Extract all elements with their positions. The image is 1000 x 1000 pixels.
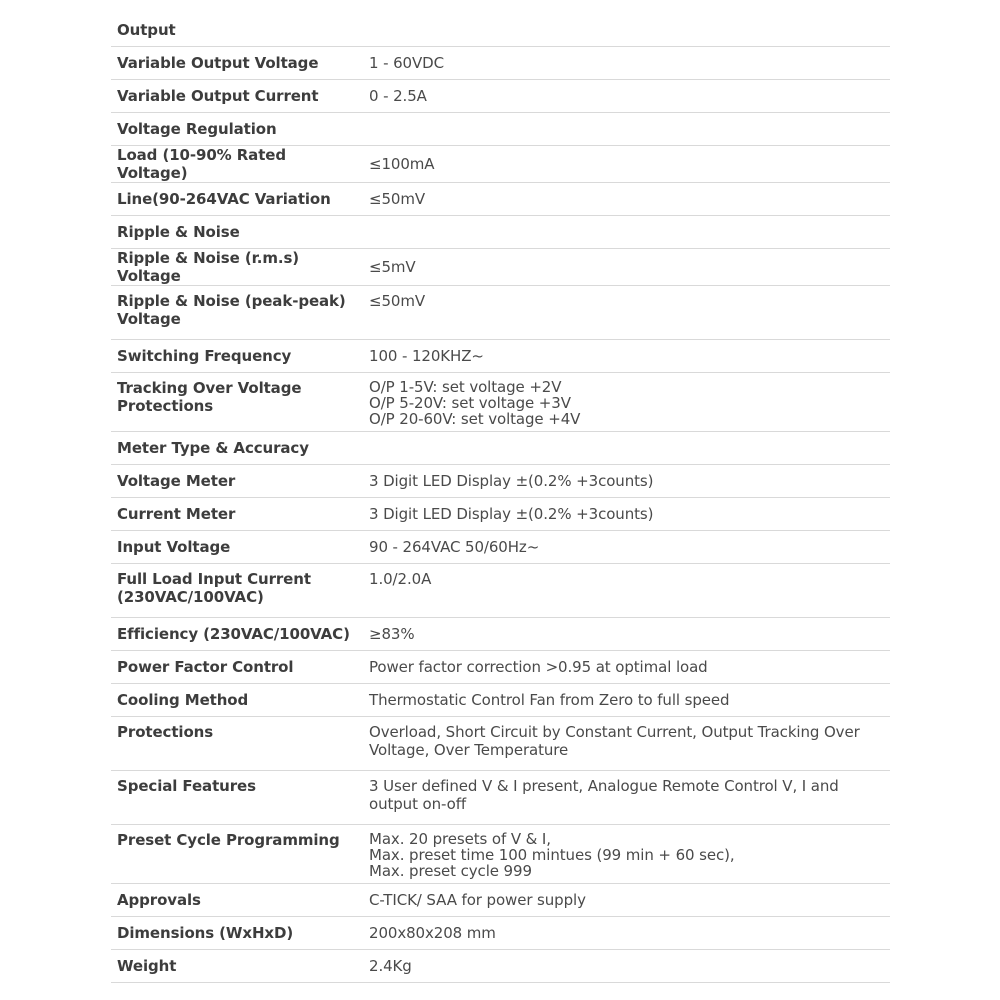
row-label: Line(90-264VAC Variation [111, 182, 363, 215]
row-value [363, 824, 890, 883]
row-value: Thermostatic Control Fan from Zero to full speed [363, 683, 890, 716]
table-row [111, 285, 890, 339]
row-value [363, 215, 890, 248]
row-label: Switching Frequency [111, 339, 363, 372]
table-row [111, 14, 890, 46]
row-value: ≤100mA [363, 145, 890, 182]
table-row [111, 497, 890, 530]
row-label: Protections [111, 716, 363, 770]
row-label: Meter Type & Accuracy [111, 431, 363, 464]
table-row [111, 215, 890, 248]
value-line: O/P 1-5V: set voltage +2V [369, 377, 562, 396]
row-value: C-TICK/ SAA for power supply [363, 883, 890, 916]
table-row [111, 339, 890, 372]
row-value: ≤5mV [363, 248, 890, 285]
value-line: Max. preset cycle 999 [369, 861, 532, 880]
row-value: 3 Digit LED Display ±(0.2% +3counts) [363, 497, 890, 530]
row-value [363, 112, 890, 145]
row-value: 1.0/2.0A [363, 563, 890, 617]
row-label: Voltage Regulation [111, 112, 363, 145]
table-row [111, 650, 890, 683]
row-label: Dimensions (WxHxD) [111, 916, 363, 949]
row-label: Approvals [111, 883, 363, 916]
row-label: Cooling Method [111, 683, 363, 716]
row-value: Power factor correction >0.95 at optimal load [363, 650, 890, 683]
row-label: Full Load Input Current (230VAC/100VAC) [111, 563, 363, 617]
row-value: 3 Digit LED Display ±(0.2% +3counts) [363, 464, 890, 497]
table-row [111, 716, 890, 770]
row-label: Tracking Over Voltage Protections [111, 372, 363, 431]
table-row [111, 372, 890, 431]
row-label: Ripple & Noise (peak-peak) Voltage [111, 285, 363, 339]
row-value: ≥83% [363, 617, 890, 650]
table-row [111, 112, 890, 145]
row-label: Ripple & Noise [111, 215, 363, 248]
table-row [111, 46, 890, 79]
row-value: 90 - 264VAC 50/60Hz~ [363, 530, 890, 563]
row-value: ≤50mV [363, 285, 890, 339]
row-value [363, 372, 890, 431]
row-value: 1 - 60VDC [363, 46, 890, 79]
row-label: Load (10-90% Rated Voltage) [111, 145, 363, 182]
table-row [111, 770, 890, 824]
row-value: 0 - 2.5A [363, 79, 890, 112]
row-value: 3 User defined V & I present, Analogue Remote Control V, I and output on-off [363, 770, 890, 824]
row-value: 200x80x208 mm [363, 916, 890, 949]
table-row [111, 431, 890, 464]
table-row [111, 883, 890, 916]
row-label: Weight [111, 949, 363, 982]
value-line: Max. 20 presets of V & I, [369, 829, 551, 848]
row-value [363, 14, 890, 46]
row-value: 100 - 120KHZ~ [363, 339, 890, 372]
table-row [111, 617, 890, 650]
table-row [111, 916, 890, 949]
row-label: Preset Cycle Programming [111, 824, 363, 883]
row-value [363, 431, 890, 464]
row-value: Overload, Short Circuit by Constant Current, Output Tracking Over Voltage, Over Temperature [363, 716, 890, 770]
value-line: O/P 20-60V: set voltage +4V [369, 409, 581, 428]
spec-table [111, 14, 890, 983]
value-line: Max. preset time 100 mintues (99 min + 60 sec), [369, 845, 735, 864]
row-label: Voltage Meter [111, 464, 363, 497]
table-row [111, 563, 890, 617]
row-label: Ripple & Noise (r.m.s) Voltage [111, 248, 363, 285]
row-label: Special Features [111, 770, 363, 824]
table-row [111, 530, 890, 563]
row-label: Input Voltage [111, 530, 363, 563]
row-label: Variable Output Current [111, 79, 363, 112]
row-label: Current Meter [111, 497, 363, 530]
table-row [111, 145, 890, 182]
table-row [111, 949, 890, 982]
row-value: ≤50mV [363, 182, 890, 215]
value-line: O/P 5-20V: set voltage +3V [369, 393, 571, 412]
row-label: Output [111, 14, 363, 46]
table-row [111, 683, 890, 716]
row-label: Efficiency (230VAC/100VAC) [111, 617, 363, 650]
table-row [111, 824, 890, 883]
row-value: 2.4Kg [363, 949, 890, 982]
table-row [111, 464, 890, 497]
table-row [111, 248, 890, 285]
table-row [111, 182, 890, 215]
row-label: Power Factor Control [111, 650, 363, 683]
row-label: Variable Output Voltage [111, 46, 363, 79]
table-row [111, 79, 890, 112]
